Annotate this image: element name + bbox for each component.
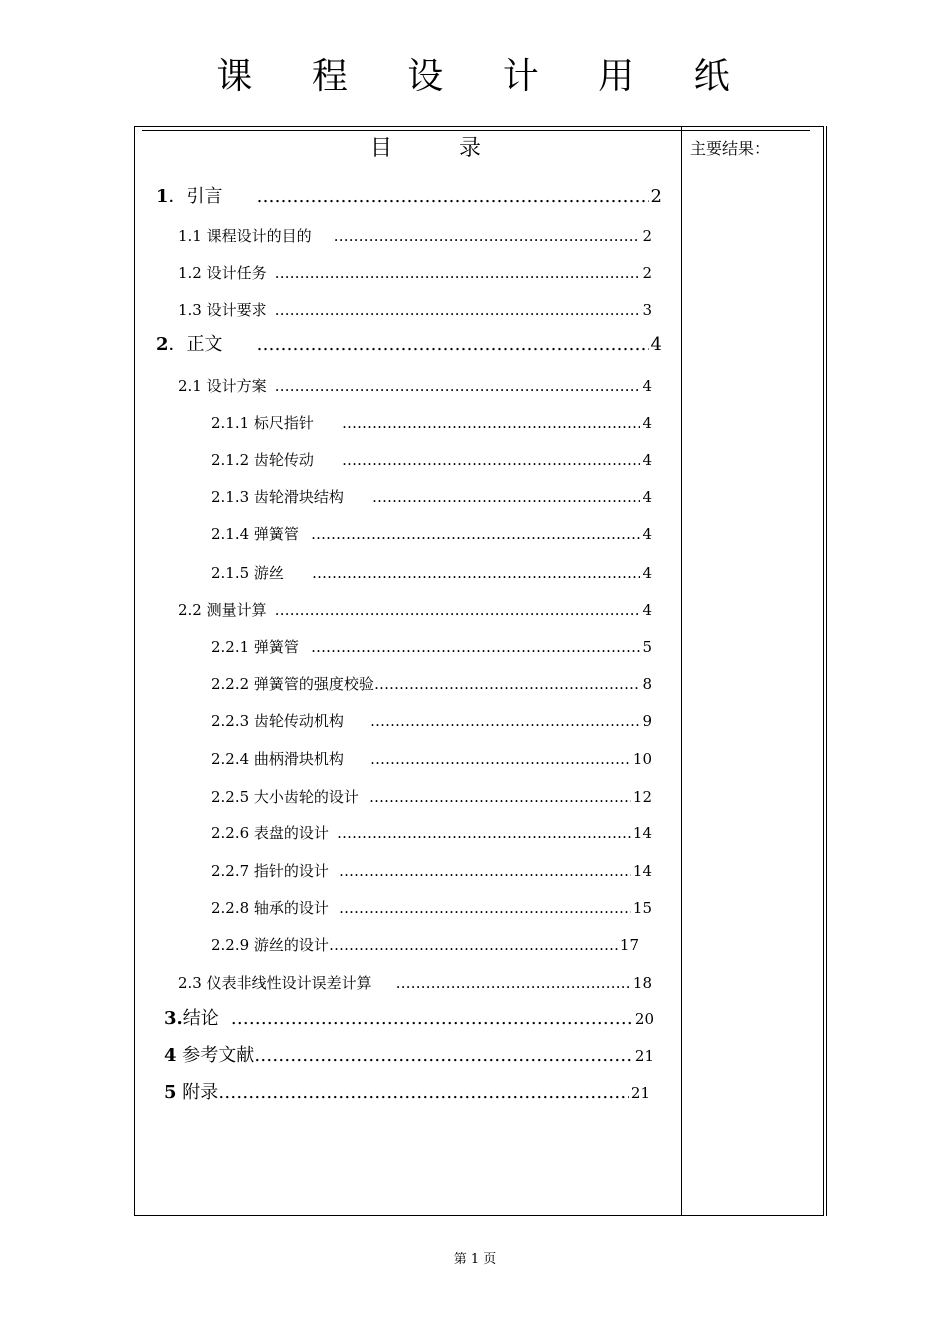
toc-entry-page: 21: [634, 1047, 654, 1065]
toc-entry[interactable]: [178, 599, 652, 621]
toc-entry-page: 15: [632, 899, 652, 917]
toc-leader: [342, 412, 641, 434]
toc-entry[interactable]: [211, 934, 639, 956]
toc-entry[interactable]: [164, 1045, 654, 1067]
toc-leader: [342, 449, 641, 471]
toc-entry-page: 4: [642, 451, 652, 469]
toc-entry-title: 参考文献: [182, 1045, 255, 1066]
toc-entry-title: 2.1.5 游丝: [211, 564, 284, 582]
toc-leader: [374, 673, 641, 695]
toc-entry-title: 2.2.9 游丝的设计: [211, 936, 329, 954]
toc-entry-title: 引言: [186, 186, 223, 207]
toc-entry-page: 18: [632, 974, 652, 992]
toc-entry[interactable]: [211, 523, 652, 545]
toc-entry-page: 20: [634, 1010, 654, 1028]
toc-entry[interactable]: [178, 972, 652, 994]
toc-entry[interactable]: [164, 1082, 650, 1104]
toc-leader: [334, 225, 641, 247]
toc-leader: [218, 1082, 629, 1104]
toc-entry[interactable]: [178, 299, 652, 321]
toc-leader: [372, 486, 641, 508]
toc-entry[interactable]: [211, 412, 652, 434]
toc-entry-page: 4: [642, 414, 652, 432]
toc-entry-title: 1.1 课程设计的目的: [178, 227, 312, 245]
toc-leader: [275, 599, 641, 621]
toc-entry-page: 9: [642, 712, 652, 730]
toc-leader: [329, 934, 618, 956]
toc-entry[interactable]: [178, 225, 652, 247]
toc-entry[interactable]: [211, 822, 652, 844]
toc-entry-page: 4: [642, 601, 652, 619]
toc-entry[interactable]: [211, 562, 652, 584]
toc-entry-title: 2.2.5 大小齿轮的设计: [211, 788, 359, 806]
toc-entry-title: 1.3 设计要求: [178, 301, 267, 319]
toc-entry-page: 4: [642, 564, 652, 582]
toc-entry-number: 3.: [164, 1008, 183, 1029]
toc-leader: [339, 860, 631, 882]
toc-leader: [275, 262, 641, 284]
toc-entry-title: 2.2.1 弹簧管: [211, 638, 299, 656]
toc-leader: [311, 636, 641, 658]
toc-leader: [370, 748, 631, 770]
toc-entry-page: 4: [642, 525, 652, 543]
toc-entry-title: 2.2.7 指针的设计: [211, 862, 329, 880]
toc-entry-title: 2.1 设计方案: [178, 377, 267, 395]
toc-entry-number: 1: [156, 186, 169, 207]
toc-entry[interactable]: 2．正文 ……………………………………………………………………………………………………………………………………………… 4: [156, 334, 662, 356]
toc-entry[interactable]: [211, 748, 652, 770]
page-footer: 第 1 页: [453, 1252, 497, 1267]
toc-leader: [312, 562, 641, 584]
column-divider: [681, 126, 682, 1216]
toc-entry[interactable]: [211, 486, 652, 508]
toc-entry-page: 5: [642, 638, 652, 656]
toc-entry-title: 2.1.2 齿轮传动: [211, 451, 314, 469]
side-heading: 主要结果：: [690, 139, 771, 158]
toc-entry-page: 14: [632, 824, 652, 842]
toc-leader: [254, 1045, 633, 1067]
toc-entry-number: 2: [156, 334, 169, 355]
toc-entry-title: 2.1.1 标尺指针: [211, 414, 314, 432]
toc-leader: [275, 299, 641, 321]
toc-entry-title: 结论: [182, 1008, 219, 1029]
toc-entry[interactable]: 1．引言 ……………………………………………………………………………………………………………………………………………… 2: [156, 186, 662, 208]
toc-entry-page: 3: [642, 301, 652, 319]
toc-entry-page: 4: [650, 334, 662, 355]
toc-entry-title: 2.2.3 齿轮传动机构: [211, 712, 344, 730]
page-title: 课 程 设 计 用 纸: [216, 56, 754, 97]
toc-entry-number: 4: [164, 1045, 177, 1066]
toc-entry-title: 正文: [186, 334, 223, 355]
toc-entry[interactable]: [178, 375, 652, 397]
toc-leader: [257, 334, 649, 356]
toc-leader: [339, 897, 631, 919]
toc-leader: [369, 786, 631, 808]
toc-entry-page: 2: [642, 264, 652, 282]
frame-double-rule: [826, 126, 827, 1216]
toc-entry-page: 14: [632, 862, 652, 880]
toc-entry-title: 2.3 仪表非线性设计误差计算: [178, 974, 372, 992]
toc-entry[interactable]: [211, 786, 652, 808]
toc-entry[interactable]: [211, 897, 652, 919]
toc-leader: [396, 972, 631, 994]
toc-entry-title: 附录: [182, 1082, 219, 1103]
toc-entry[interactable]: [164, 1008, 654, 1030]
toc-entry-page: 8: [642, 675, 652, 693]
toc-entry-title: 2.2.2 弹簧管的强度校验: [211, 675, 374, 693]
toc-entry-title: 2.2.4 曲柄滑块机构: [211, 750, 344, 768]
toc-entry[interactable]: [211, 636, 652, 658]
toc-entry-number: 5: [164, 1082, 177, 1103]
toc-entry-page: 17: [619, 936, 639, 954]
toc-leader: [257, 186, 649, 208]
toc-leader: [231, 1008, 633, 1030]
toc-entry[interactable]: [211, 449, 652, 471]
toc-entry-page: 10: [632, 750, 652, 768]
toc-entry[interactable]: [211, 710, 652, 732]
toc-entry-title: 2.2.8 轴承的设计: [211, 899, 329, 917]
toc-leader: [311, 523, 641, 545]
top-rule: [142, 130, 810, 131]
toc-entry-page: 4: [642, 488, 652, 506]
toc-entry-title: 2.2.6 表盘的设计: [211, 824, 329, 842]
toc-entry-title: 1.2 设计任务: [178, 264, 267, 282]
toc-leader: [337, 822, 631, 844]
toc-entry-page: 2: [642, 227, 652, 245]
toc-entry-page: 2: [650, 186, 662, 207]
toc-entry-page: 21: [630, 1084, 650, 1102]
toc-leader: [275, 375, 641, 397]
toc-heading: 目 录: [370, 136, 511, 161]
toc-entry[interactable]: [211, 673, 652, 695]
toc-entry-title: 2.1.4 弹簧管: [211, 525, 299, 543]
toc-entry-page: 12: [632, 788, 652, 806]
toc-entry[interactable]: [178, 262, 652, 284]
toc-entry-page: 4: [642, 377, 652, 395]
toc-entry[interactable]: [211, 860, 652, 882]
toc-entry-title: 2.2 测量计算: [178, 601, 267, 619]
toc-leader: [370, 710, 641, 732]
toc-entry-title: 2.1.3 齿轮滑块结构: [211, 488, 344, 506]
